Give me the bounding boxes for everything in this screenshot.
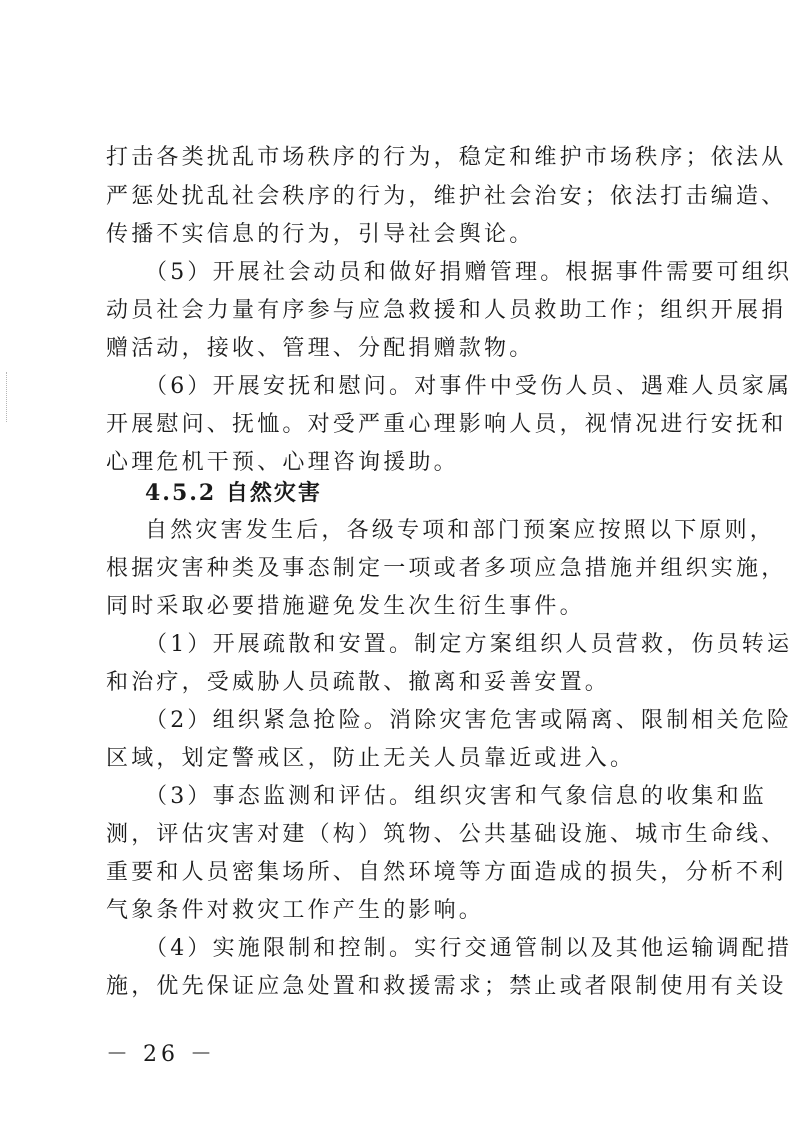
item-3-line-1: （3）事态监测和评估。组织灾害和气象信息的收集和监: [145, 784, 767, 809]
intro-line-2: 根据灾害种类及事态制定一项或者多项应急措施并组织实施，: [106, 556, 787, 581]
paragraph-6-line-2: 开展慰问、抚恤。对受严重心理影响人员，视情况进行安抚和: [106, 412, 787, 437]
scan-margin-mark: [6, 372, 9, 422]
paragraph-5-line-2: 动员社会力量有序参与应急救援和人员救助工作；组织开展捐: [106, 298, 787, 323]
body-line-1: 打击各类扰乱市场秩序的行为，稳定和维护市场秩序；依法从: [106, 145, 787, 170]
item-3-line-4: 气象条件对救灾工作产生的影响。: [106, 898, 485, 923]
body-line-3: 传播不实信息的行为，引导社会舆论。: [106, 222, 535, 247]
item-1-line-1: （1）开展疏散和安置。制定方案组织人员营救，伤员转运: [145, 632, 793, 657]
item-3-line-3: 重要和人员密集场所、自然环境等方面造成的损失，分析不利: [106, 860, 787, 885]
body-line-2: 严惩处扰乱社会秩序的行为，维护社会治安；依法打击编造、: [106, 184, 787, 209]
item-4-line-2: 施，优先保证应急处置和救援需求；禁止或者限制使用有关设: [106, 974, 787, 999]
section-heading-4-5-2: 4.5.2 自然灾害: [145, 480, 322, 506]
intro-line-3: 同时采取必要措施避免发生次生衍生事件。: [106, 594, 585, 619]
item-1-line-2: 和治疗，受威胁人员疏散、撤离和妥善安置。: [106, 670, 611, 695]
paragraph-6-line-1: （6）开展安抚和慰问。对事件中受伤人员、遇难人员家属: [145, 374, 793, 399]
item-4-line-1: （4）实施限制和控制。实行交通管制以及其他运输调配措: [145, 936, 793, 961]
paragraph-6-line-3: 心理危机干预、心理咨询援助。: [106, 450, 459, 475]
intro-line-1: 自然灾害发生后，各级专项和部门预案应按照以下原则，: [145, 518, 776, 543]
item-3-line-2: 测，评估灾害对建（构）筑物、公共基础设施、城市生命线、: [106, 822, 787, 847]
page-number: － 26 －: [106, 1042, 216, 1067]
item-2-line-1: （2）组织紧急抢险。消除灾害危害或隔离、限制相关危险: [145, 708, 793, 733]
paragraph-5-line-3: 赠活动，接收、管理、分配捐赠款物。: [106, 336, 535, 361]
paragraph-5-line-1: （5）开展社会动员和做好捐赠管理。根据事件需要可组织: [145, 260, 793, 285]
item-2-line-2: 区域，划定警戒区，防止无关人员靠近或进入。: [106, 746, 636, 771]
